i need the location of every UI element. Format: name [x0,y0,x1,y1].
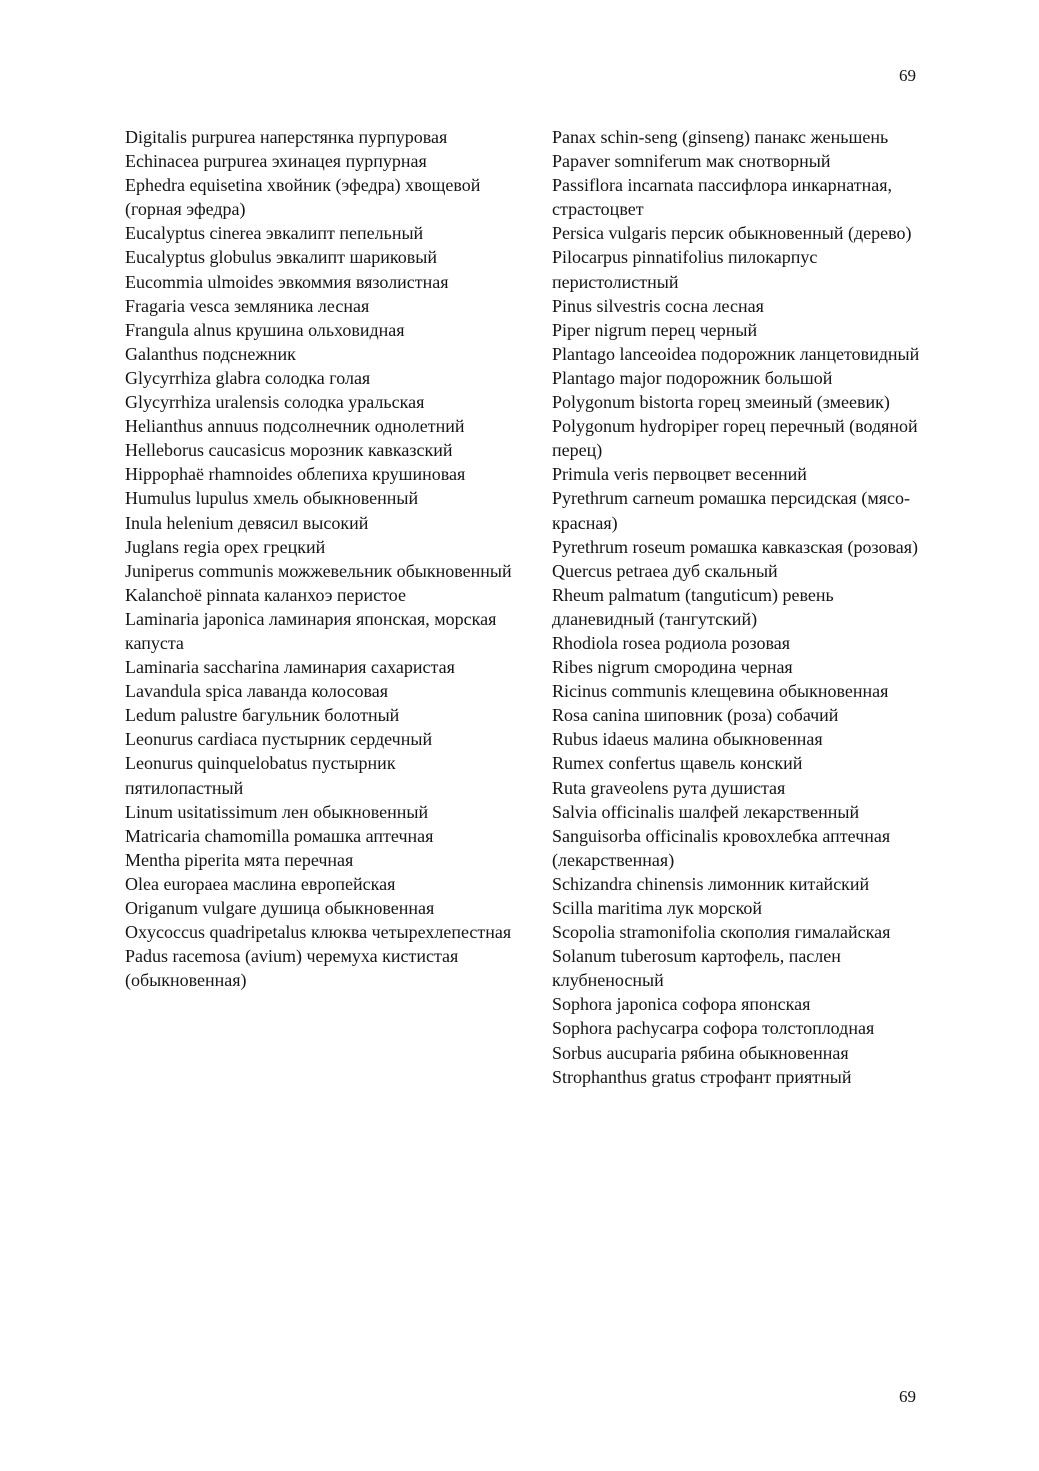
plant-entry: Strophanthus gratus строфант приятный [552,1066,852,1087]
plant-entry: Digitalis purpurea наперстянка пурпуровая [125,127,448,147]
plant-entry: Oxycoccus quadripetalus клюква четырехлепестная [125,922,512,943]
plant-entry: Scilla maritima лук морской [552,898,763,918]
plant-entry: Olea europaea маслина европейская [125,873,396,894]
plant-entry: Helleborus caucasicus морозник кавказский [125,440,453,461]
plant-entry: Solanum tuberosum картофель, паслен клубненосный [552,946,841,991]
plant-entry: Pyrethrum roseum ромашка кавказская (розовая) [552,536,919,557]
plant-entry: Ricinus communis клещевина обыкновенная [552,681,889,702]
plant-entry: Persica vulgaris персик обыкновенный (дерево) [552,223,912,244]
left-column [125,125,515,992]
plant-entry: Passiflora incarnata пассифлора инкарнатная, страстоцвет [552,175,893,220]
plant-entry: Pinus silvestris сосна лесная [552,295,764,316]
plant-entry: Rubus idaeus малина обыкновенная [552,729,823,750]
plant-entry: Juniperus communis можжевельник обыкновенный [125,560,512,581]
plant-entry: Kalanchoë pinnata каланхоэ перистое [125,584,407,605]
plant-entry: Plantago major подорожник большой [552,367,833,388]
plant-entry: Sophora pachycarpa софора толстоплодная [552,1018,875,1039]
plant-entry: Frangula alnus крушина ольховидная [125,319,405,340]
plant-entry: Glycyrrhiza glabra солодка голая [125,367,371,388]
plant-entry: Schizandra chinensis лимонник китайский [552,873,870,894]
plant-entry: Sorbus aucuparia рябина обыкновенная [552,1042,849,1063]
plant-entry: Sophora japonica софора японская [552,994,811,1015]
plant-entry: Leonurus quinquelobatus пустырник пятилопастный [125,753,396,798]
plant-entry: Primula veris первоцвет весенний [552,464,807,485]
plant-entry: Inula helenium девясил высокий [125,512,369,533]
plant-entry: Juglans regia орех грецкий [125,536,326,557]
plant-entry: Piper nigrum перец черный [552,319,758,340]
plant-entry: Hippophaë rhamnoides облепиха крушиновая [125,464,466,485]
plant-entry: Quercus petraea дуб скальный [552,560,778,581]
plant-entry: Rumex confertus щавель конский [552,753,803,774]
plant-entry: Fragaria vesca земляника лесная [125,295,370,316]
plant-entry: Ledum palustre багульник болотный [125,705,400,726]
plant-entry: Polygonum bistorta горец змеиный (змеевик) [552,392,890,413]
page-number-bottom: 69 [899,1387,916,1406]
plant-entry: Lavandula spica лаванда колосовая [125,681,388,702]
plant-entry: Polygonum hydropiper горец перечный (водяной перец) [552,416,918,461]
plant-entry: Pilocarpus pinnatifolius пилокарпус перистолистный [552,247,818,292]
plant-entry: Eucalyptus cinerea эвкалипт пепельный [125,223,424,244]
plant-entry: Pyrethrum carneum ромашка персидская (мясо-красная) [552,488,910,533]
plant-entry: Mentha piperita мята перечная [125,849,354,870]
plant-entry: Papaver somniferum мак снотворный [552,151,831,172]
plant-entry: Matricaria chamomilla ромашка аптечная [125,825,434,846]
plant-entry: Scopolia stramonifolia скополия гималайская [552,922,891,943]
plant-entry: Panax schin-seng (ginseng) панакс женьшень [552,127,889,147]
plant-entry: Laminaria japonica ламинария японская, морская капуста [125,608,497,653]
plant-entry: Origanum vulgare душица обыкновенная [125,898,435,918]
right-column [552,125,927,1089]
page-number-top: 69 [899,66,916,85]
plant-entry: Salvia officinalis шалфей лекарственный [552,801,860,822]
plant-entry: Leonurus cardiaca пустырник сердечный [125,729,433,750]
plant-entry: Laminaria saccharina ламинария сахаристая [125,657,455,678]
plant-entry: Rheum palmatum (tanguticum) ревень дланевидный (тангутский) [552,584,834,629]
plant-entry: Echinacea purpurea эхинацея пурпурная [125,151,427,172]
plant-entry: Sanguisorba officinalis кровохлебка аптечная (лекарственная) [552,825,891,870]
plant-entry: Eucalyptus globulus эвкалипт шариковый [125,247,437,268]
plant-entry: Rosa canina шиповник (роза) собачий [552,705,839,726]
plant-entry: Padus racemosa (avium) черемуха кистистая (обыкновенная) [125,946,459,991]
plant-entry: Plantago lanceoidea подорожник ланцетовидный [552,343,920,364]
plant-entry: Linum usitatissimum лен обыкновенный [125,801,429,822]
plant-entry: Glycyrrhiza uralensis солодка уральская [125,392,425,413]
plant-entry: Ephedra equisetina хвойник (эфедра) хвощевой (горная эфедра) [125,175,481,220]
plant-entry: Galanthus подснежник [125,343,296,364]
plant-entry: Ribes nigrum смородина черная [552,657,793,678]
plant-entry: Helianthus annuus подсолнечник однолетний [125,416,465,437]
plant-entry: Humulus lupulus хмель обыкновенный [125,488,419,509]
plant-entry: Rhodiola rosea родиола розовая [552,632,791,653]
plant-entry: Eucommia ulmoides эвкоммия вязолистная [125,271,449,292]
plant-entry: Ruta graveolens рута душистая [552,777,786,798]
